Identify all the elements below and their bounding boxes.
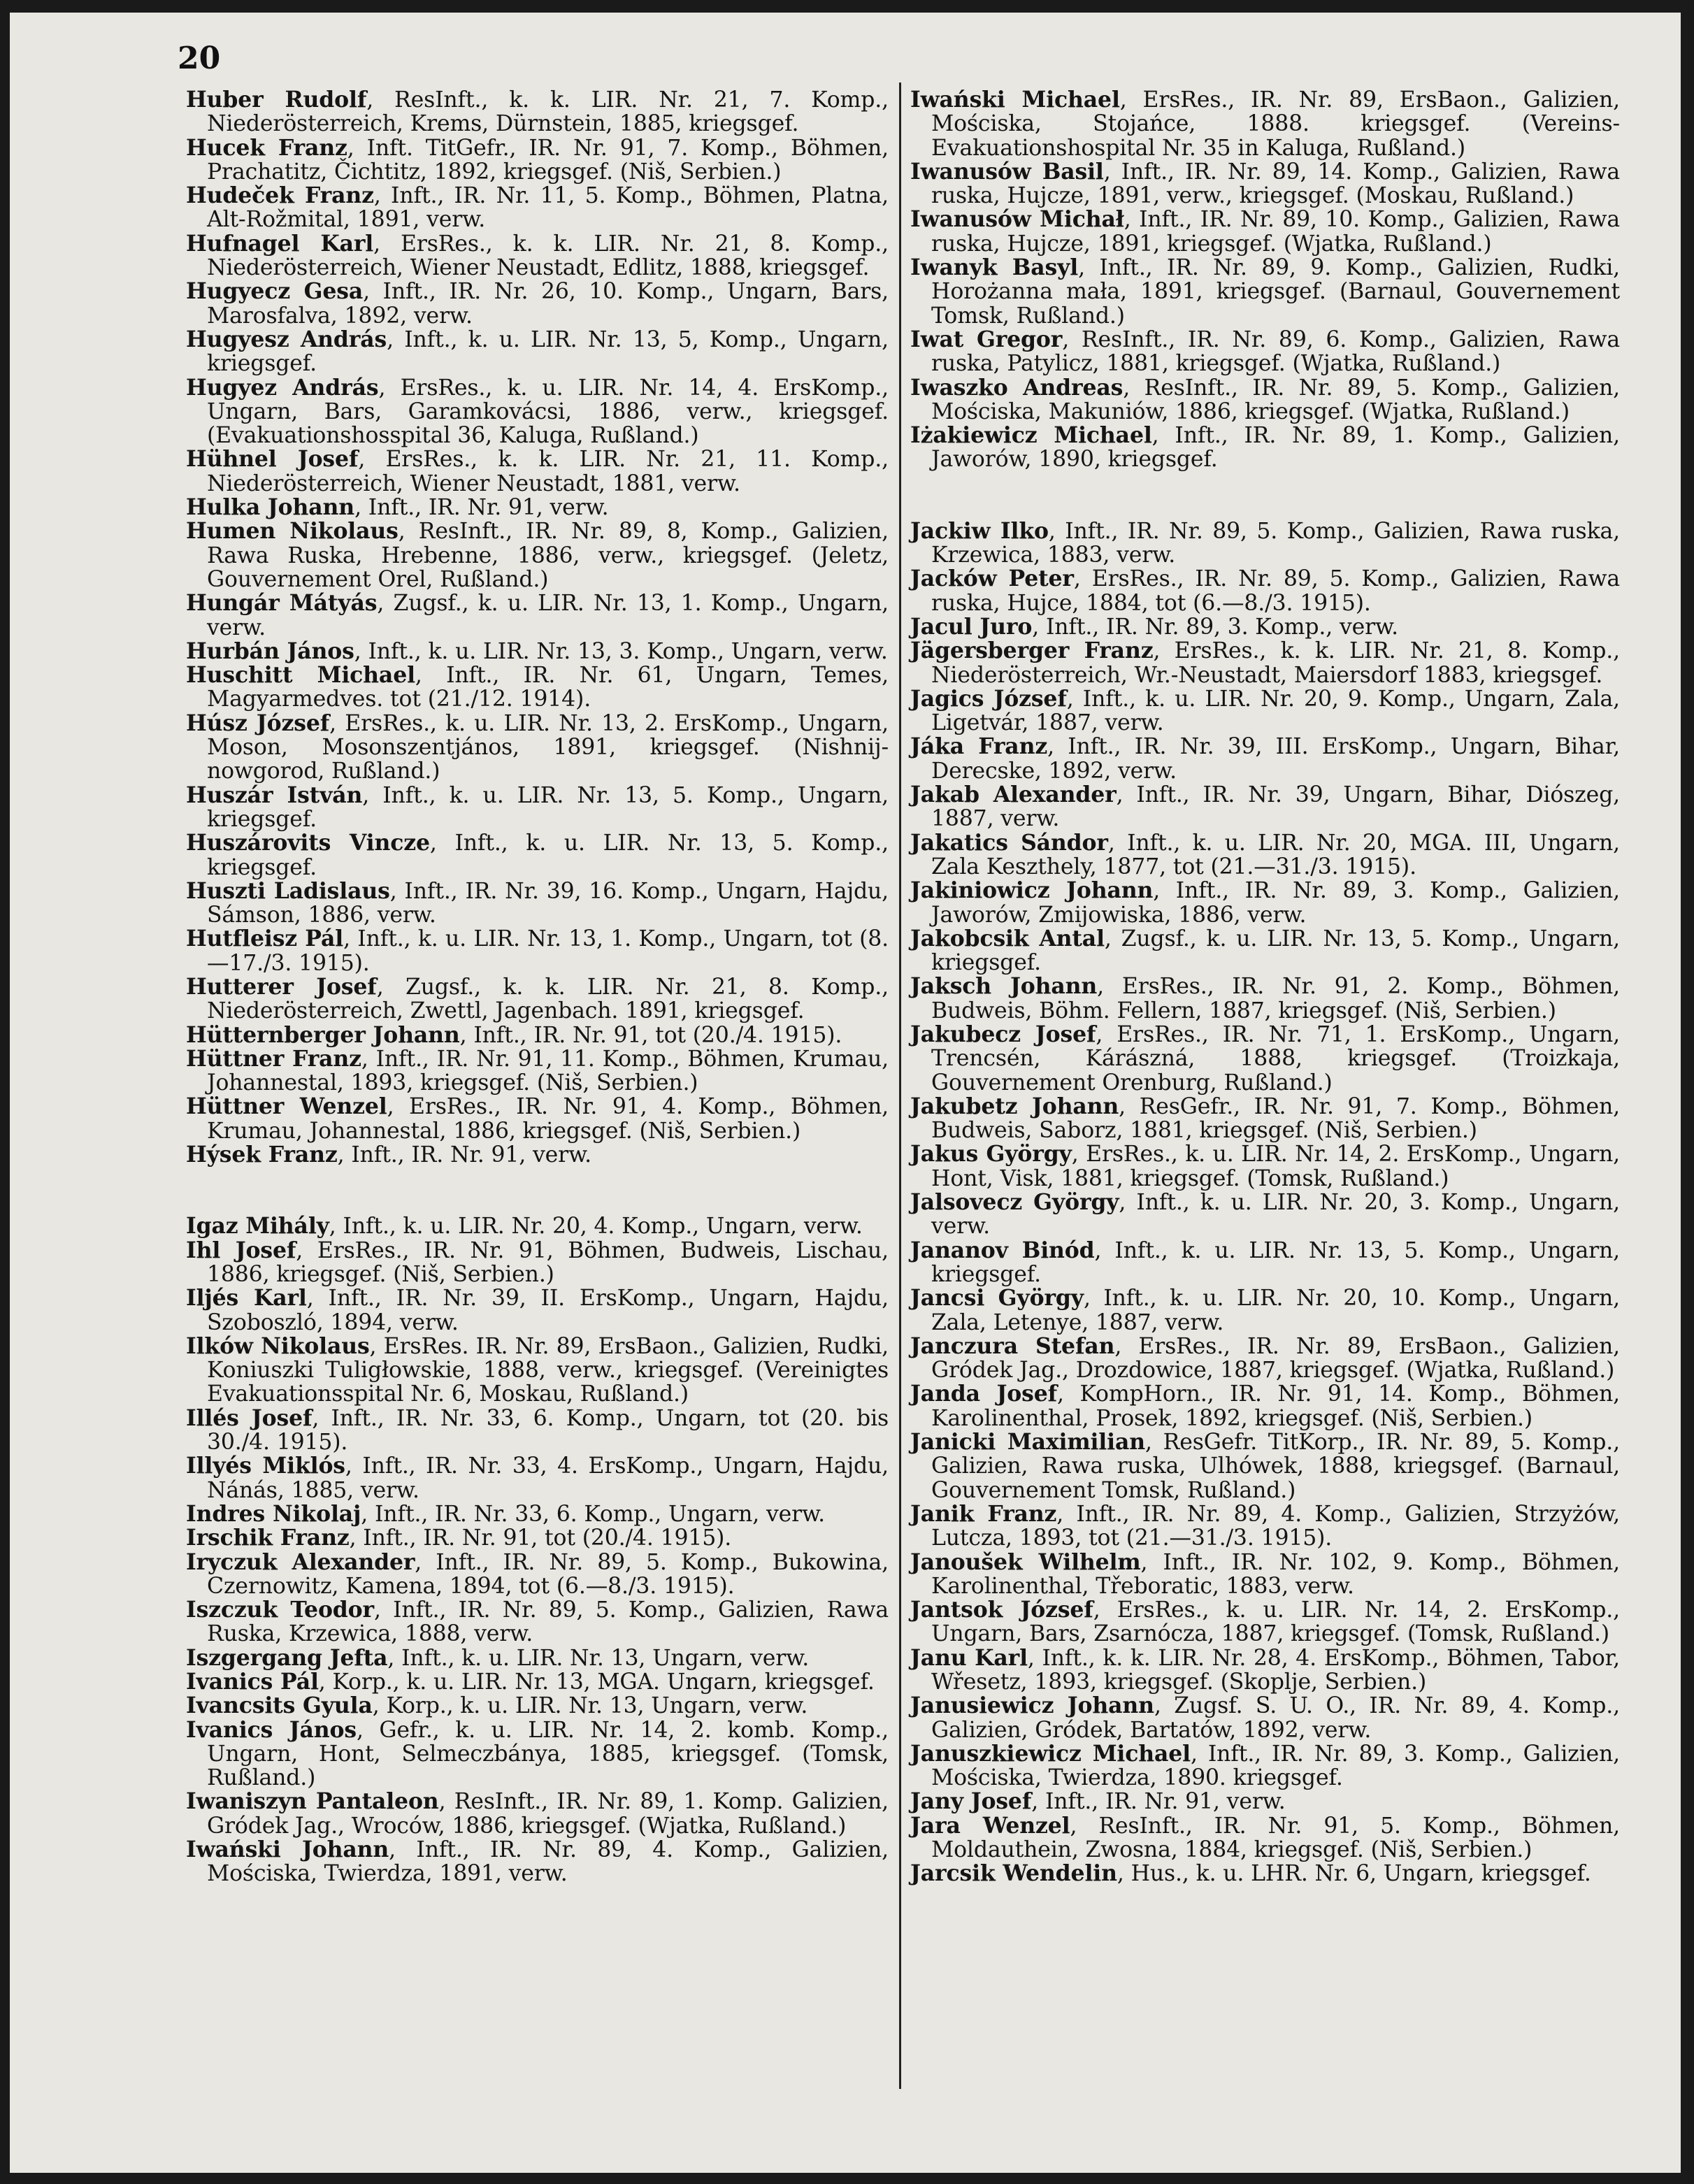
- book-page: [10, 13, 1681, 2173]
- roster-entry: [910, 160, 1620, 208]
- entry-name: Hüttner Wenzel: [186, 1093, 387, 1120]
- entry-name: Janda Josef: [910, 1381, 1057, 1407]
- entry-name: Jagics József: [910, 685, 1067, 712]
- entry-details: , Inft., IR. Nr. 89, 3. Komp., Galizien, Mościska, Twierdza, 1890. kriegsgef.: [931, 1741, 1620, 1791]
- entry-name: Hungár Mátyás: [186, 590, 378, 617]
- entry-details: , ResInft., IR. Nr. 89, 6. Komp., Galizien, Rawa ruska, Patylicz, 1881, kriegsgef. (Wjatka, Rußland.): [931, 326, 1620, 377]
- roster-entry: [186, 1526, 889, 1550]
- entry-details: , Inft., k. u. LIR. Nr. 13, 5. Komp., Ungarn, kriegsgef.: [207, 782, 889, 832]
- entry-details: , Inft., IR. Nr. 91, verw.: [354, 495, 609, 521]
- entry-name: Jakobcsik Antal: [910, 925, 1105, 951]
- roster-entry: [186, 1670, 889, 1694]
- entry-name: Iwanusów Basil: [910, 158, 1104, 185]
- entry-name: Hugyecz Gesa: [186, 278, 364, 305]
- entry-name: Hüttner Franz: [186, 1045, 361, 1072]
- entry-name: Jarcsik Wendelin: [910, 1860, 1117, 1887]
- entry-details: , Zugsf., k. u. LIR. Nr. 13, 5. Komp., Ungarn, kriegsgef.: [931, 926, 1620, 976]
- roster-entry: [186, 879, 889, 928]
- entry-details: , Inft., IR. Nr. 89, 1. Komp., Galizien, Jaworów, 1890, kriegsgef.: [931, 423, 1620, 473]
- roster-entry: [186, 232, 889, 280]
- entry-name: Hugyez András: [186, 374, 379, 401]
- entry-details: , Inft., k. u. LIR. Nr. 13, 5, Komp., Ungarn, kriegsgef.: [207, 326, 889, 377]
- roster-entry: [186, 831, 889, 879]
- roster-entry: [910, 879, 1620, 927]
- roster-entry: [910, 1502, 1620, 1551]
- entry-details: , ResInft., IR. Nr. 89, 1. Komp. Galizien, Gródek Jag., Wroców, 1886, kriegsgef. (Wjatka, Rußland.): [207, 1789, 889, 1839]
- entry-details: , Inft., IR. Nr. 91, 11. Komp., Böhmen, Krumau, Johannestal, 1893, kriegsgef. (Niš, Serbien.): [207, 1046, 889, 1096]
- roster-entry: [186, 1332, 889, 1407]
- entry-details: , ErsRes., IR. Nr. 91, 4. Komp., Böhmen, Krumau, Johannestal, 1886, kriegsgef. (Niš, Serbien.): [207, 1094, 889, 1144]
- entry-name: Húsz József: [186, 710, 330, 736]
- entry-name: Ivancsits Gyula: [186, 1693, 373, 1719]
- entry-name: Jáka Franz: [910, 733, 1048, 760]
- roster-entry: [910, 1239, 1620, 1287]
- entry-details: , Inft., k. u. LIR. Nr. 13, Ungarn, verw.: [387, 1645, 810, 1671]
- entry-details: , ErsRes., IR. Nr. 91, Böhmen, Budweis, Lischau, 1886, kriegsgef. (Niš, Serbien.): [207, 1237, 889, 1287]
- entry-details: , Zugsf., k. k. LIR. Nr. 21, 8. Komp., Niederösterreich, Zwettl, Jagenbach. 1891, kriegsgef.: [207, 974, 889, 1024]
- entry-name: Hühnel Josef: [186, 446, 359, 473]
- entry-details: , Korp., k. u. LIR. Nr. 13, MGA. Ungarn, kriegsgef.: [318, 1669, 875, 1695]
- roster-entry: [186, 1239, 889, 1287]
- entry-name: Janik Franz: [910, 1500, 1057, 1527]
- entry-name: Jakatics Sándor: [910, 829, 1108, 856]
- roster-entry: [910, 639, 1620, 687]
- entry-name: Jakubecz Josef: [910, 1021, 1096, 1047]
- entry-name: Hutterer Josef: [186, 973, 377, 1000]
- roster-entry: [910, 376, 1620, 424]
- roster-entry: [186, 1598, 889, 1646]
- roster-entry: [910, 1814, 1620, 1862]
- entry-details: , ErsRes., IR. Nr. 71, 1. ErsKomp., Ungarn, Trencsén, Kárászná, 1888, kriegsgef. (Troizkaja, Gouvernement Orenburg, Rußland.): [931, 1021, 1620, 1095]
- entry-details: , ErsRes., k. u. LIR. Nr. 14, 4. ErsKomp., Ungarn, Bars, Garamkovácsi, 1886, verw., kriegsgef. (Evakuationshosspital 36, Kaluga, Rußland.): [207, 375, 889, 449]
- entry-details: , Korp., k. u. LIR. Nr. 13, Ungarn, verw.: [372, 1693, 808, 1719]
- roster-entry: [186, 591, 889, 640]
- roster-entry: [186, 376, 889, 448]
- roster-entry: [186, 1790, 889, 1838]
- roster-entry: [186, 640, 889, 663]
- entry-details: , Hus., k. u. LHR. Nr. 6, Ungarn, kriegsgef.: [1117, 1861, 1591, 1887]
- entry-name: Janczura Stefan: [910, 1332, 1115, 1359]
- roster-entry: [910, 1095, 1620, 1143]
- entry-name: Illyés Miklós: [186, 1453, 345, 1479]
- entry-details: , Inft., IR. Nr. 61, Ungarn, Temes, Magyarmedves. tot (21./12. 1914).: [207, 663, 889, 712]
- entry-name: Hulka Johann: [186, 494, 355, 521]
- roster-entry: [910, 1191, 1620, 1239]
- entry-name: Ivanics János: [186, 1716, 357, 1743]
- entry-name: Jägersberger Franz: [910, 638, 1154, 664]
- roster-entry: [910, 1646, 1620, 1695]
- entry-name: Jacków Peter: [910, 566, 1074, 592]
- entry-name: Iwat Gregor: [910, 326, 1063, 352]
- entry-details: , ResGefr. TitKorp., IR. Nr. 89, 5. Komp., Galizien, Rawa ruska, Ulhówek, 1888, kriegsgef. (Barnaul, Gouvernement Tomsk, Rußland.): [931, 1430, 1620, 1503]
- entry-details: , ErsRes., IR. Nr. 89, ErsBaon., Galizien, Gródek Jag., Drozdowice, 1887, kriegsgef. (Wjatka, Rußland.): [931, 1333, 1620, 1384]
- entry-details: , Inft., IR. Nr. 91, verw.: [1031, 1789, 1286, 1815]
- roster-entry: [186, 1095, 889, 1143]
- entry-name: Hucek Franz: [186, 134, 347, 161]
- entry-details: , Inft., IR. Nr. 39, III. ErsKomp., Ungarn, Bihar, Derecske, 1892, verw.: [931, 734, 1620, 784]
- entry-details: , Inft., IR. Nr. 102, 9. Komp., Böhmen, Karolinenthal, Třeboratic, 1883, verw.: [931, 1549, 1620, 1599]
- entry-details: , Inft., IR. Nr. 89, 5. Komp., Galizien, Rawa ruska, Krzewica, 1883, verw.: [931, 518, 1620, 568]
- entry-details: , ErsRes. IR. Nr. 89, ErsBaon., Galizien, Rudki, Koniuszki Tuligłowskie, 1888, verw., kriegsgef. (Vereinigtes Evakuationsspital Nr. 6, Moskau, Rußland.): [207, 1333, 889, 1407]
- entry-details: , Inft., k. u. LIR. Nr. 20, 9. Komp., Ungarn, Zala, Ligetvár, 1887, verw.: [931, 686, 1620, 736]
- entry-name: Iwański Johann: [186, 1837, 389, 1863]
- entry-details: , Inft., IR. Nr. 11, 5. Komp., Böhmen, Platna, Alt-Rožmital, 1891, verw.: [207, 183, 889, 233]
- roster-entry: [186, 1838, 889, 1886]
- entry-name: Hurbán János: [186, 638, 354, 664]
- roster-entry: [910, 1598, 1620, 1646]
- roster-entry: [910, 256, 1620, 328]
- entry-details: , Inft., IR. Nr. 89, 10. Komp., Galizien, Rawa ruska, Hujcze, 1891, kriegsgef. (Wjatka, Rußland.): [931, 207, 1620, 257]
- entry-name: Indres Nikolaj: [186, 1500, 361, 1527]
- entry-name: Januszkiewicz Michael: [910, 1740, 1191, 1767]
- entry-name: Hudeček Franz: [186, 182, 374, 209]
- roster-entry: [186, 1047, 889, 1095]
- right-column: [910, 88, 1620, 1886]
- roster-entry: [186, 1404, 889, 1456]
- roster-entry: [186, 927, 889, 975]
- entry-details: , Inft., k. u. LIR. Nr. 20, 10. Komp., Ungarn, Zala, Letenye, 1887, verw.: [931, 1286, 1620, 1335]
- entry-details: , ResGefr., IR. Nr. 91, 7. Komp., Böhmen, Budweis, Saborz, 1881, kriegsgef. (Niš, Serbien.): [931, 1093, 1621, 1144]
- entry-name: Janusiewicz Johann: [910, 1693, 1154, 1719]
- roster-entry: [910, 975, 1620, 1023]
- entry-name: Jaksch Johann: [910, 973, 1098, 1000]
- entry-name: Iwaniszyn Pantaleon: [186, 1788, 439, 1815]
- entry-details: , Zugsf., k. u. LIR. Nr. 13, 1. Komp., Ungarn, verw.: [207, 591, 889, 640]
- entry-details: , ErsRes., k. k. LIR. Nr. 21, 8. Komp., Niederösterreich, Wiener Neustadt, Edlitz, 1888, kriegsgef.: [207, 231, 889, 281]
- roster-entry: [186, 328, 889, 376]
- entry-details: , Inft., IR. Nr. 91, tot (20./4. 1915).: [459, 1022, 842, 1048]
- roster-entry: [910, 1862, 1620, 1885]
- entry-name: Huszár István: [186, 782, 363, 808]
- entry-name: Ivanics Pál: [186, 1669, 319, 1695]
- entry-group-i: [186, 1214, 889, 1885]
- roster-entry: [186, 280, 889, 328]
- entry-details: , Inft., IR. Nr. 89, 5. Komp., Bukowina, Czernowitz, Kamena, 1894, tot (6.—8./3. 1915).: [207, 1549, 889, 1599]
- roster-entry: [910, 88, 1620, 160]
- roster-entry: [910, 831, 1620, 879]
- entry-name: Hütternberger Johann: [186, 1021, 460, 1048]
- entry-details: , Inft., k. u. LIR. Nr. 13, 5. Komp., kriegsgef.: [207, 831, 889, 880]
- entry-name: Iljés Karl: [186, 1285, 307, 1312]
- entry-details: , ErsRes., k. u. LIR. Nr. 14, 2. ErsKomp., Ungarn, Bars, Zsarnócza, 1887, kriegsgef. (Tomsk, Rußland.): [931, 1597, 1620, 1647]
- entry-details: , Inft., k. u. LIR. Nr. 20, 3. Komp., Ungarn, verw.: [931, 1190, 1620, 1240]
- entry-name: Iwanusów Michał: [910, 206, 1124, 233]
- roster-entry: [910, 1694, 1620, 1742]
- entry-name: Iżakiewicz Michael: [910, 422, 1152, 449]
- entry-details: , Inft., k. u. LIR. Nr. 13, 3. Komp., Ungarn, verw.: [354, 638, 888, 664]
- entry-name: Jakiniowicz Johann: [910, 877, 1154, 904]
- entry-details: , Inft., IR. Nr. 39, 16. Komp., Ungarn, Hajdu, Sámson, 1886, verw.: [207, 878, 889, 928]
- entry-name: Igaz Mihály: [186, 1213, 329, 1240]
- entry-name: Huszti Ladislaus: [186, 877, 390, 904]
- roster-entry: [186, 1286, 889, 1335]
- entry-name: Hýsek Franz: [186, 1142, 338, 1168]
- roster-entry: [186, 1694, 889, 1718]
- entry-details: , Inft., IR. Nr. 39, Ungarn, Bihar, Diószeg, 1887, verw.: [931, 782, 1621, 832]
- entry-group-h: [186, 88, 889, 1167]
- page-number: 20: [178, 41, 221, 76]
- roster-entry: [186, 1214, 889, 1238]
- entry-name: Jacul Juro: [910, 613, 1033, 640]
- entry-name: Janu Karl: [910, 1644, 1028, 1671]
- entry-name: Iwanyk Basyl: [910, 254, 1079, 281]
- entry-name: Huszárovits Vincze: [186, 830, 430, 856]
- entry-details: , Inft., IR. Nr. 89, 4. Komp., Galizien, Strzyżów, Lutcza, 1893, tot (21.—31./3. 1915).: [931, 1501, 1620, 1551]
- entry-name: Ilków Nikolaus: [186, 1332, 370, 1359]
- roster-entry: [186, 1023, 889, 1047]
- section-gap: [910, 472, 1620, 519]
- roster-entry: [910, 328, 1620, 376]
- roster-entry: [186, 184, 889, 232]
- entry-name: Iszczuk Teodor: [186, 1597, 374, 1623]
- roster-entry: [910, 1382, 1620, 1430]
- roster-entry: [186, 1551, 889, 1599]
- roster-entry: [910, 424, 1620, 472]
- entry-details: , Inft., IR. Nr. 91, verw.: [337, 1142, 592, 1168]
- entry-details: , Inft., IR. Nr. 89, 4. Komp., Galizien, Mościska, Twierdza, 1891, verw.: [207, 1837, 889, 1887]
- entry-name: Jakus György: [910, 1141, 1072, 1168]
- entry-details: , ResInft., k. k. LIR. Nr. 21, 7. Komp., Niederösterreich, Krems, Dürnstein, 1885, kriegsgef.: [207, 87, 889, 137]
- entry-name: Janicki Maximilian: [910, 1429, 1145, 1456]
- entry-details: , Inft., k. u. LIR. Nr. 13, 5. Komp., Ungarn, kriegsgef.: [931, 1237, 1620, 1287]
- entry-details: , ErsRes., k. k. LIR. Nr. 21, 8. Komp., Niederösterreich, Wr.-Neustadt, Maiersdorf 1883, kriegsgef.: [931, 638, 1620, 688]
- roster-entry: [910, 1430, 1620, 1502]
- roster-entry: [910, 615, 1620, 639]
- entry-details: , Inft., k. k. LIR. Nr. 28, 4. ErsKomp., Böhmen, Tabor, Wřesetz, 1893, kriegsgef. (Skoplje, Serbien.): [931, 1645, 1620, 1695]
- entry-details: , Zugsf. S. U. O., IR. Nr. 89, 4. Komp., Galizien, Gródek, Bartatów, 1892, verw.: [931, 1693, 1620, 1743]
- entry-name: Jantsok József: [910, 1597, 1093, 1623]
- entry-details: , ErsRes., IR. Nr. 91, 2. Komp., Böhmen, Budweis, Böhm. Fellern, 1887, kriegsgef. (Niš, Serbien.): [931, 974, 1620, 1023]
- entry-name: Ihl Josef: [186, 1237, 296, 1263]
- entry-details: , Inft., IR. Nr. 89, 3. Komp., verw.: [1032, 614, 1398, 640]
- entry-details: , ErsRes., k. k. LIR. Nr. 21, 11. Komp., Niederösterreich, Wiener Neustadt, 1881, verw.: [207, 447, 889, 496]
- entry-name: Jananov Binód: [910, 1237, 1095, 1263]
- roster-entry: [186, 1143, 889, 1167]
- roster-entry: [910, 1332, 1620, 1384]
- entry-details: , Inft., k. u. LIR. Nr. 20, 4. Komp., Ungarn, verw.: [329, 1214, 863, 1240]
- roster-entry: [186, 663, 889, 712]
- entry-name: Jancsi György: [910, 1285, 1084, 1312]
- roster-entry: [186, 136, 889, 185]
- entry-name: Huschitt Michael: [186, 662, 415, 689]
- roster-entry: [186, 1646, 889, 1670]
- entry-name: Irschik Franz: [186, 1525, 350, 1551]
- entry-details: , ErsRes., IR. Nr. 89, ErsBaon., Galizien, Mościska, Stojańce, 1888. kriegsgef. (Vereins-Evakuationshospital Nr. 35 in Kaluga, Rußland.): [931, 87, 1620, 161]
- roster-entry: [186, 1718, 889, 1790]
- roster-entry: [186, 975, 889, 1023]
- entry-name: Jackiw Ilko: [910, 517, 1049, 544]
- entry-details: , ErsRes., IR. Nr. 89, 5. Komp., Galizien, Rawa ruska, Hujce, 1884, tot (6.—8./3. 1915).: [931, 566, 1620, 616]
- entry-name: Iszgergang Jefta: [186, 1644, 388, 1671]
- roster-entry: [910, 519, 1620, 568]
- roster-entry: [910, 1142, 1620, 1191]
- entry-details: , Inft. TitGefr., IR. Nr. 91, 7. Komp., Böhmen, Prachatitz, Čichtitz, 1892, kriegsgef. (Niš, Serbien.): [207, 135, 889, 185]
- entry-name: Huber Rudolf: [186, 87, 367, 113]
- entry-details: , Gefr., k. u. LIR. Nr. 14, 2. komb. Komp., Ungarn, Hont, Selmeczbánya, 1885, kriegsgef. (Tomsk, Rußland.): [207, 1717, 889, 1791]
- entry-details: , Inft., IR. Nr. 39, II. ErsKomp., Ungarn, Hajdu, Szoboszló, 1894, verw.: [207, 1286, 889, 1335]
- entry-details: , Inft., k. u. LIR. Nr. 20, MGA. III, Ungarn, Zala Keszthely, 1877, tot (21.—31./3. 1915).: [931, 830, 1621, 879]
- entry-name: Iwański Michael: [910, 87, 1120, 113]
- entry-name: Jalsovecz György: [910, 1189, 1119, 1216]
- left-column: [186, 88, 889, 1886]
- entry-details: , Inft., IR. Nr. 89, 14. Komp., Galizien, Rawa ruska, Hujcze, 1891, verw., kriegsgef. (Moskau, Rußland.): [931, 159, 1620, 209]
- roster-entry: [186, 1454, 889, 1502]
- entry-details: , ErsRes., k. u. LIR. Nr. 14, 2. ErsKomp., Ungarn, Hont, Visk, 1881, kriegsgef. (Tomsk, Rußland.): [931, 1142, 1620, 1191]
- entry-name: Iwaszko Andreas: [910, 374, 1124, 401]
- entry-details: , Inft., IR. Nr. 26, 10. Komp., Ungarn, Bars, Marosfalva, 1892, verw.: [207, 279, 889, 329]
- entry-name: Illés Josef: [186, 1404, 313, 1431]
- entry-details: , Inft., IR. Nr. 33, 6. Komp., Ungarn, verw.: [361, 1501, 825, 1527]
- entry-name: Humen Nikolaus: [186, 518, 399, 545]
- roster-entry: [910, 1551, 1620, 1599]
- roster-entry: [910, 567, 1620, 615]
- roster-entry: [910, 687, 1620, 735]
- roster-entry: [186, 712, 889, 784]
- entry-details: , Inft., k. u. LIR. Nr. 13, 1. Komp., Ungarn, tot (8.—17./3. 1915).: [207, 926, 889, 976]
- entry-details: , Inft., IR. Nr. 89, 5. Komp., Galizien, Rawa Ruska, Krzewica, 1888, verw.: [207, 1597, 889, 1647]
- entry-details: , ResInft., IR. Nr. 91, 5. Komp., Böhmen, Moldauthein, Zwosna, 1884, kriegsgef. (Niš, Serbien.): [931, 1813, 1620, 1863]
- entry-name: Iryczuk Alexander: [186, 1549, 415, 1575]
- entry-details: , Inft., IR. Nr. 89, 9. Komp., Galizien, Rudki, Horożanna mała, 1891, kriegsgef. (Barnaul, Gouvernement Tomsk, Rußland.): [931, 255, 1621, 329]
- section-gap: [186, 1167, 889, 1214]
- roster-entry: [910, 1023, 1620, 1095]
- roster-entry: [910, 783, 1620, 831]
- entry-name: Hufnagel Karl: [186, 230, 374, 257]
- roster-entry: [910, 1742, 1620, 1790]
- entry-details: , ResInft., IR. Nr. 89, 8, Komp., Galizien, Rawa Ruska, Hrebenne, 1886, verw., kriegsgef. (Jeletz, Gouvernement Orel, Rußland.): [207, 519, 889, 592]
- roster-entry: [910, 735, 1620, 783]
- entry-details: , Inft., IR. Nr. 89, 3. Komp., Galizien, Jaworów, Zmijowiska, 1886, verw.: [931, 878, 1620, 928]
- column-divider: [899, 82, 901, 2089]
- entry-details: , Inft., IR. Nr. 33, 4. ErsKomp., Ungarn, Hajdu, Nánás, 1885, verw.: [207, 1453, 889, 1503]
- roster-entry: [186, 496, 889, 519]
- roster-entry: [910, 927, 1620, 975]
- roster-entry: [186, 519, 889, 591]
- entry-details: , Inft., IR. Nr. 91, tot (20./4. 1915).: [349, 1525, 732, 1551]
- roster-entry: [910, 1790, 1620, 1813]
- entry-group-j: [910, 519, 1620, 1886]
- roster-entry: [186, 784, 889, 832]
- entry-details: , Inft., IR. Nr. 33, 6. Komp., Ungarn, tot (20. bis 30./4. 1915).: [207, 1405, 889, 1456]
- entry-name: Jakubetz Johann: [910, 1093, 1119, 1119]
- entry-name: Hutfleisz Pál: [186, 926, 344, 952]
- entry-name: Janoušek Wilhelm: [910, 1549, 1141, 1575]
- roster-entry: [186, 88, 889, 136]
- entry-details: , ResInft., IR. Nr. 89, 5. Komp., Galizien, Mościska, Makuniów, 1886, kriegsgef. (Wjatka, Rußland.): [931, 375, 1620, 424]
- roster-entry: [910, 208, 1620, 256]
- entry-name: Hugyesz András: [186, 326, 387, 352]
- roster-entry: [186, 447, 889, 496]
- entry-details: , KompHorn., IR. Nr. 91, 14. Komp., Böhmen, Karolinenthal, Prosek, 1892, kriegsgef. (Niš, Serbien.): [931, 1381, 1620, 1431]
- entry-name: Jakab Alexander: [910, 782, 1117, 808]
- entry-details: , ErsRes., k. u. LIR. Nr. 13, 2. ErsKomp., Ungarn, Moson, Mosonszentjános, 1891, kriegsgef. (Nishnij-nowgorod, Rußland.): [207, 710, 889, 784]
- roster-entry: [186, 1502, 889, 1526]
- entry-name: Jara Wenzel: [910, 1812, 1070, 1839]
- entry-name: Jany Josef: [910, 1788, 1032, 1815]
- entry-group-i-continued: [910, 88, 1620, 472]
- roster-entry: [910, 1286, 1620, 1335]
